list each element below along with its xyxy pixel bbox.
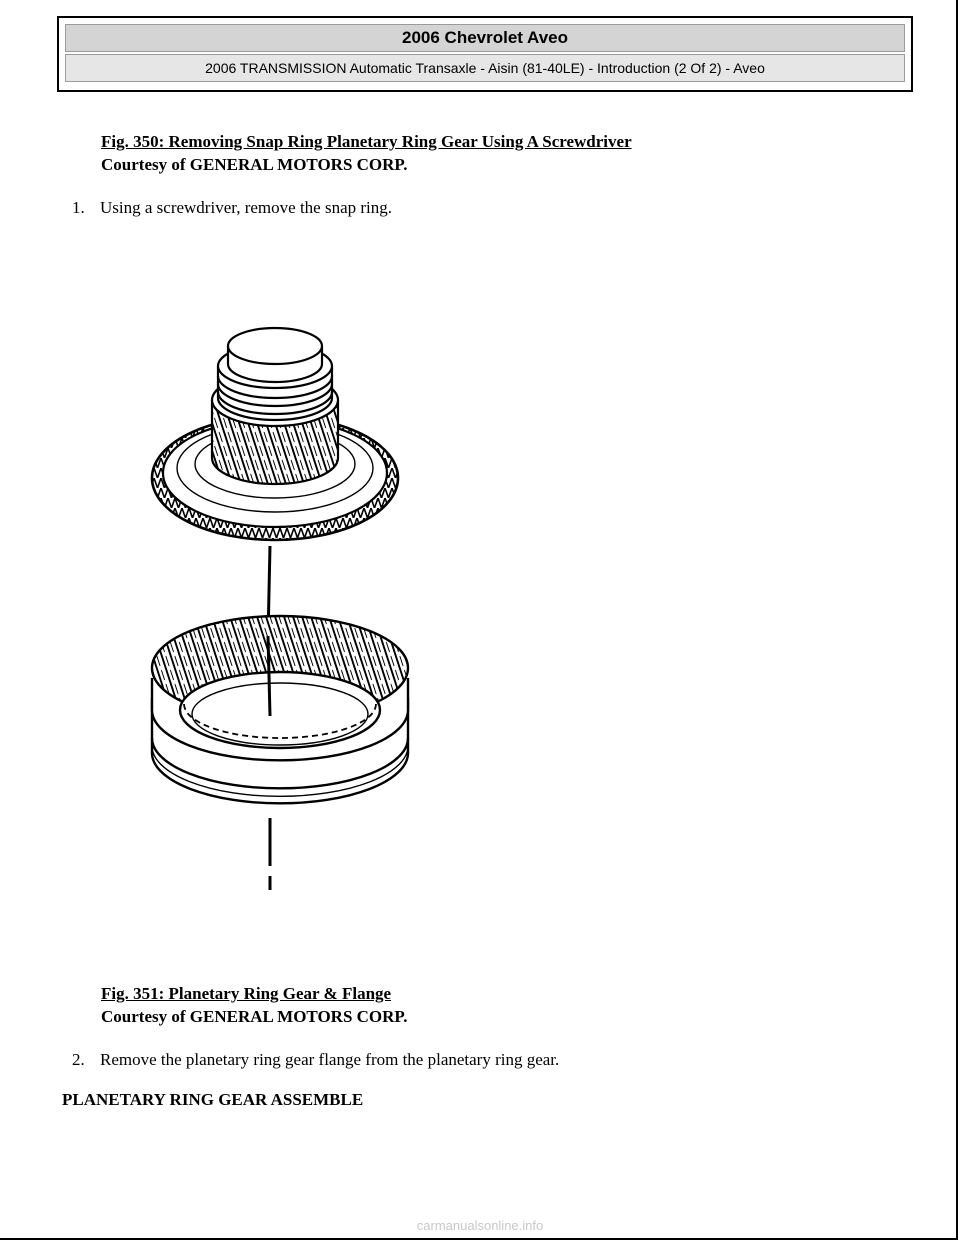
figure-351-title: Fig. 351: Planetary Ring Gear & Flange	[101, 984, 392, 1003]
step-1	[72, 198, 392, 218]
figure-350-title: Fig. 350: Removing Snap Ring Planetary Ring Gear Using A Screwdriver	[101, 132, 632, 151]
step-2	[72, 1050, 559, 1070]
flange-part	[152, 328, 398, 540]
step-2-text: Remove the planetary ring gear flange from the planetary ring gear.	[100, 1050, 560, 1069]
document-header	[57, 16, 913, 92]
footer-watermark: carmanualsonline.info	[416, 1218, 544, 1233]
document-subtitle: 2006 TRANSMISSION Automatic Transaxle - Aisin (81-40LE) - Introduction (2 Of 2) - Aveo	[65, 54, 905, 82]
figure-350-courtesy: Courtesy of GENERAL MOTORS CORP.	[101, 155, 408, 174]
ring-gear-part	[152, 616, 408, 803]
step-1-text: Using a screwdriver, remove the snap ring.	[100, 198, 393, 217]
document-title: 2006 Chevrolet Aveo	[65, 24, 905, 52]
planetary-ring-gear-illustration	[140, 318, 430, 918]
section-heading: PLANETARY RING GEAR ASSEMBLE	[62, 1090, 364, 1109]
step-2-number: 2.	[72, 1050, 85, 1069]
figure-351-courtesy: Courtesy of GENERAL MOTORS CORP.	[101, 1007, 408, 1026]
step-1-number: 1.	[72, 198, 85, 217]
